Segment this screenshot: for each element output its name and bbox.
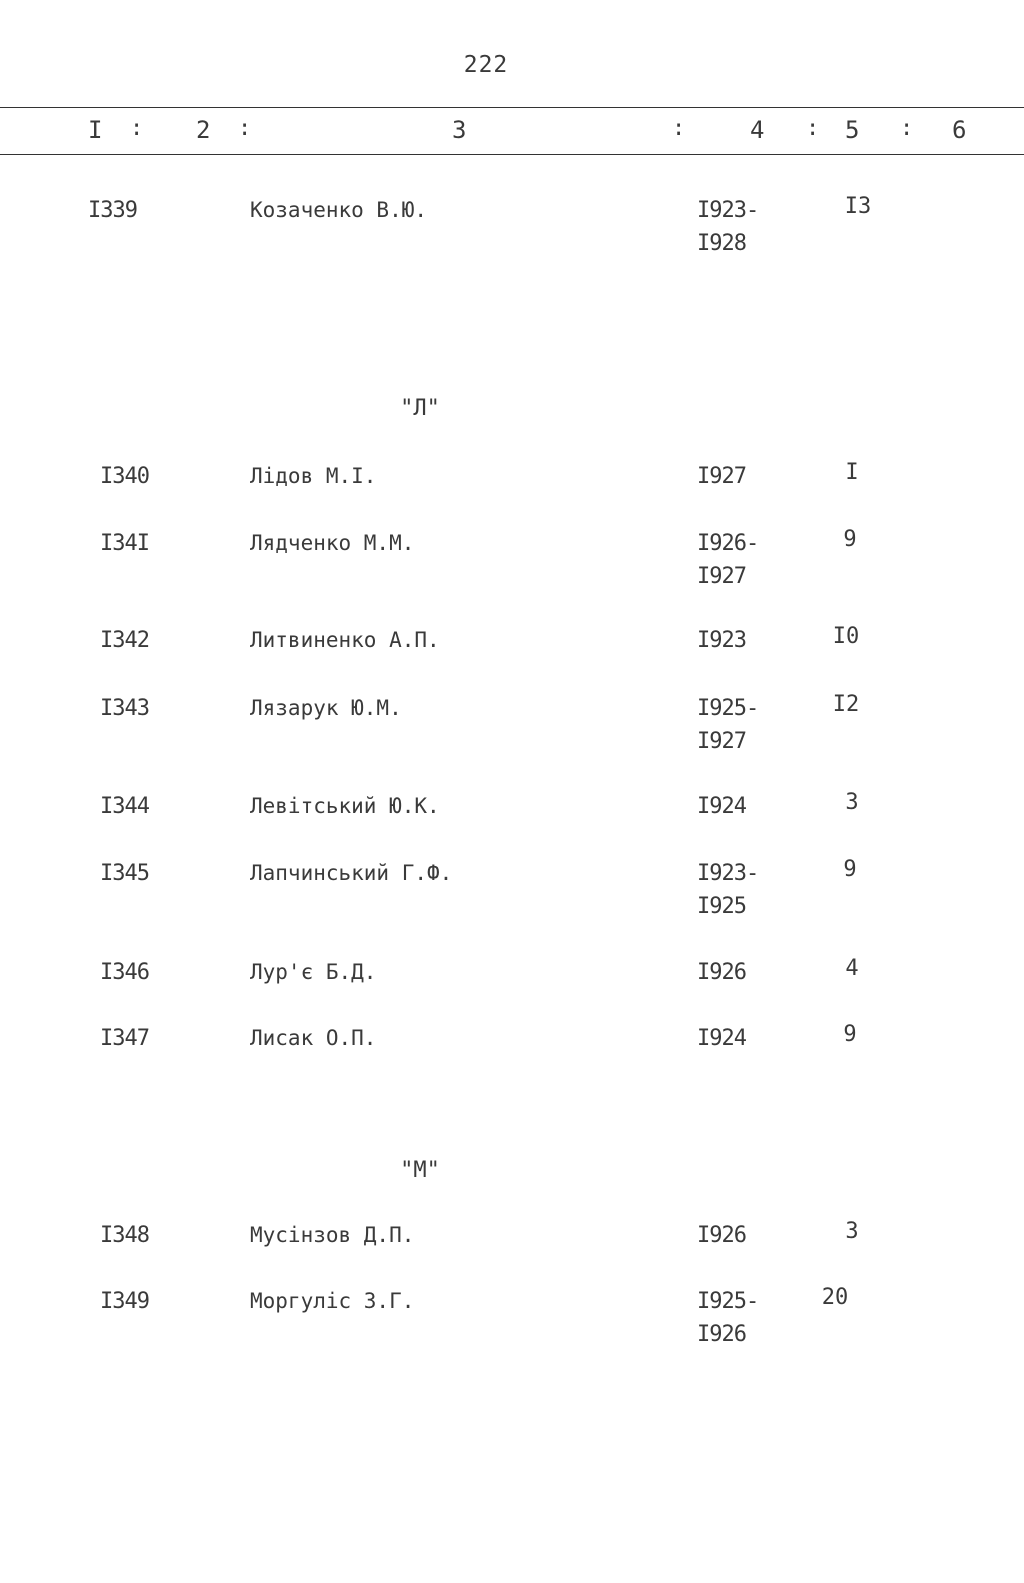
sheet-count: I2 <box>832 692 860 717</box>
person-name: Левітський Ю.К. <box>250 794 440 818</box>
year-start: I926- <box>697 531 759 556</box>
sheet-count: I <box>845 460 859 485</box>
person-name: Лядченко М.М. <box>250 531 415 555</box>
column-header-5: 5 <box>845 116 860 144</box>
year-start: I926 <box>697 960 746 985</box>
column-header-3: 3 <box>452 116 467 144</box>
sheet-count: 3 <box>845 1219 859 1244</box>
header-top-rule <box>0 107 1024 108</box>
table-row <box>0 624 1024 698</box>
case-number: I339 <box>88 198 137 223</box>
year-start: I927 <box>697 464 746 489</box>
date-range <box>697 692 758 758</box>
table-row <box>0 460 1024 534</box>
year-start: I923 <box>697 628 746 653</box>
date-range <box>697 194 758 260</box>
case-number: I344 <box>100 794 149 819</box>
year-end: I927 <box>697 564 746 589</box>
case-number: I342 <box>100 628 149 653</box>
column-header-4: 4 <box>750 116 765 144</box>
table-row <box>0 1022 1024 1096</box>
column-separator: : <box>672 116 686 141</box>
year-start: I923- <box>697 861 759 886</box>
page-number: 222 <box>463 52 509 78</box>
date-range <box>697 790 746 823</box>
year-end: I926 <box>697 1322 746 1347</box>
column-header-2: 2 <box>196 116 211 144</box>
date-range <box>697 1022 746 1055</box>
sheet-count: 20 <box>821 1285 849 1310</box>
person-name: Лязарук Ю.М. <box>250 696 402 720</box>
section-letter-m: "М" <box>400 1158 440 1183</box>
table-row <box>0 1219 1024 1293</box>
column-separator: : <box>130 116 144 141</box>
person-name: Мусінзов Д.П. <box>250 1223 415 1247</box>
year-start: I924 <box>697 794 746 819</box>
year-start: I926 <box>697 1223 746 1248</box>
year-start: I925- <box>697 696 759 721</box>
table-row <box>0 956 1024 1030</box>
person-name: Лисак О.П. <box>250 1026 377 1050</box>
sheet-count: 9 <box>843 1022 857 1047</box>
sheet-count: 9 <box>843 857 857 882</box>
year-start: I925- <box>697 1289 759 1314</box>
date-range <box>697 460 746 493</box>
year-end: I927 <box>697 729 746 754</box>
date-range <box>697 1219 746 1252</box>
case-number: I340 <box>100 464 149 489</box>
person-name: Моргуліс З.Г. <box>250 1289 415 1313</box>
column-separator: : <box>806 116 820 141</box>
case-number: I34I <box>100 531 149 556</box>
table-row <box>0 527 1024 601</box>
case-number: I346 <box>100 960 149 985</box>
sheet-count: 4 <box>845 956 859 981</box>
year-start: I923- <box>697 198 759 223</box>
case-number: I347 <box>100 1026 149 1051</box>
sheet-count: I3 <box>844 194 872 219</box>
table-row <box>0 790 1024 864</box>
date-range <box>697 956 746 989</box>
column-header-6: 6 <box>952 116 967 144</box>
sheet-count: 9 <box>843 527 857 552</box>
column-header-1: I <box>88 116 103 144</box>
year-end: I928 <box>697 231 746 256</box>
section-letter-l: "Л" <box>400 396 440 421</box>
header-bottom-rule <box>0 154 1024 155</box>
year-end: I925 <box>697 894 746 919</box>
person-name: Лур'є Б.Д. <box>250 960 377 984</box>
person-name: Лапчинський Г.Ф. <box>250 861 453 885</box>
case-number: I349 <box>100 1289 149 1314</box>
case-number: I348 <box>100 1223 149 1248</box>
year-start: I924 <box>697 1026 746 1051</box>
table-row <box>0 692 1024 766</box>
table-row <box>0 194 1024 268</box>
case-number: I343 <box>100 696 149 721</box>
person-name: Литвиненко А.П. <box>250 628 440 652</box>
date-range <box>697 857 758 923</box>
column-header-row <box>0 116 1024 148</box>
sheet-count: 3 <box>845 790 859 815</box>
person-name: Козаченко В.Ю. <box>250 198 428 222</box>
sheet-count: I0 <box>832 624 860 649</box>
table-row <box>0 1285 1024 1359</box>
date-range <box>697 1285 758 1351</box>
column-separator: : <box>238 116 252 141</box>
date-range <box>697 624 746 657</box>
column-separator: : <box>900 116 914 141</box>
case-number: I345 <box>100 861 149 886</box>
date-range <box>697 527 758 593</box>
person-name: Лідов М.І. <box>250 464 377 488</box>
table-row <box>0 857 1024 931</box>
